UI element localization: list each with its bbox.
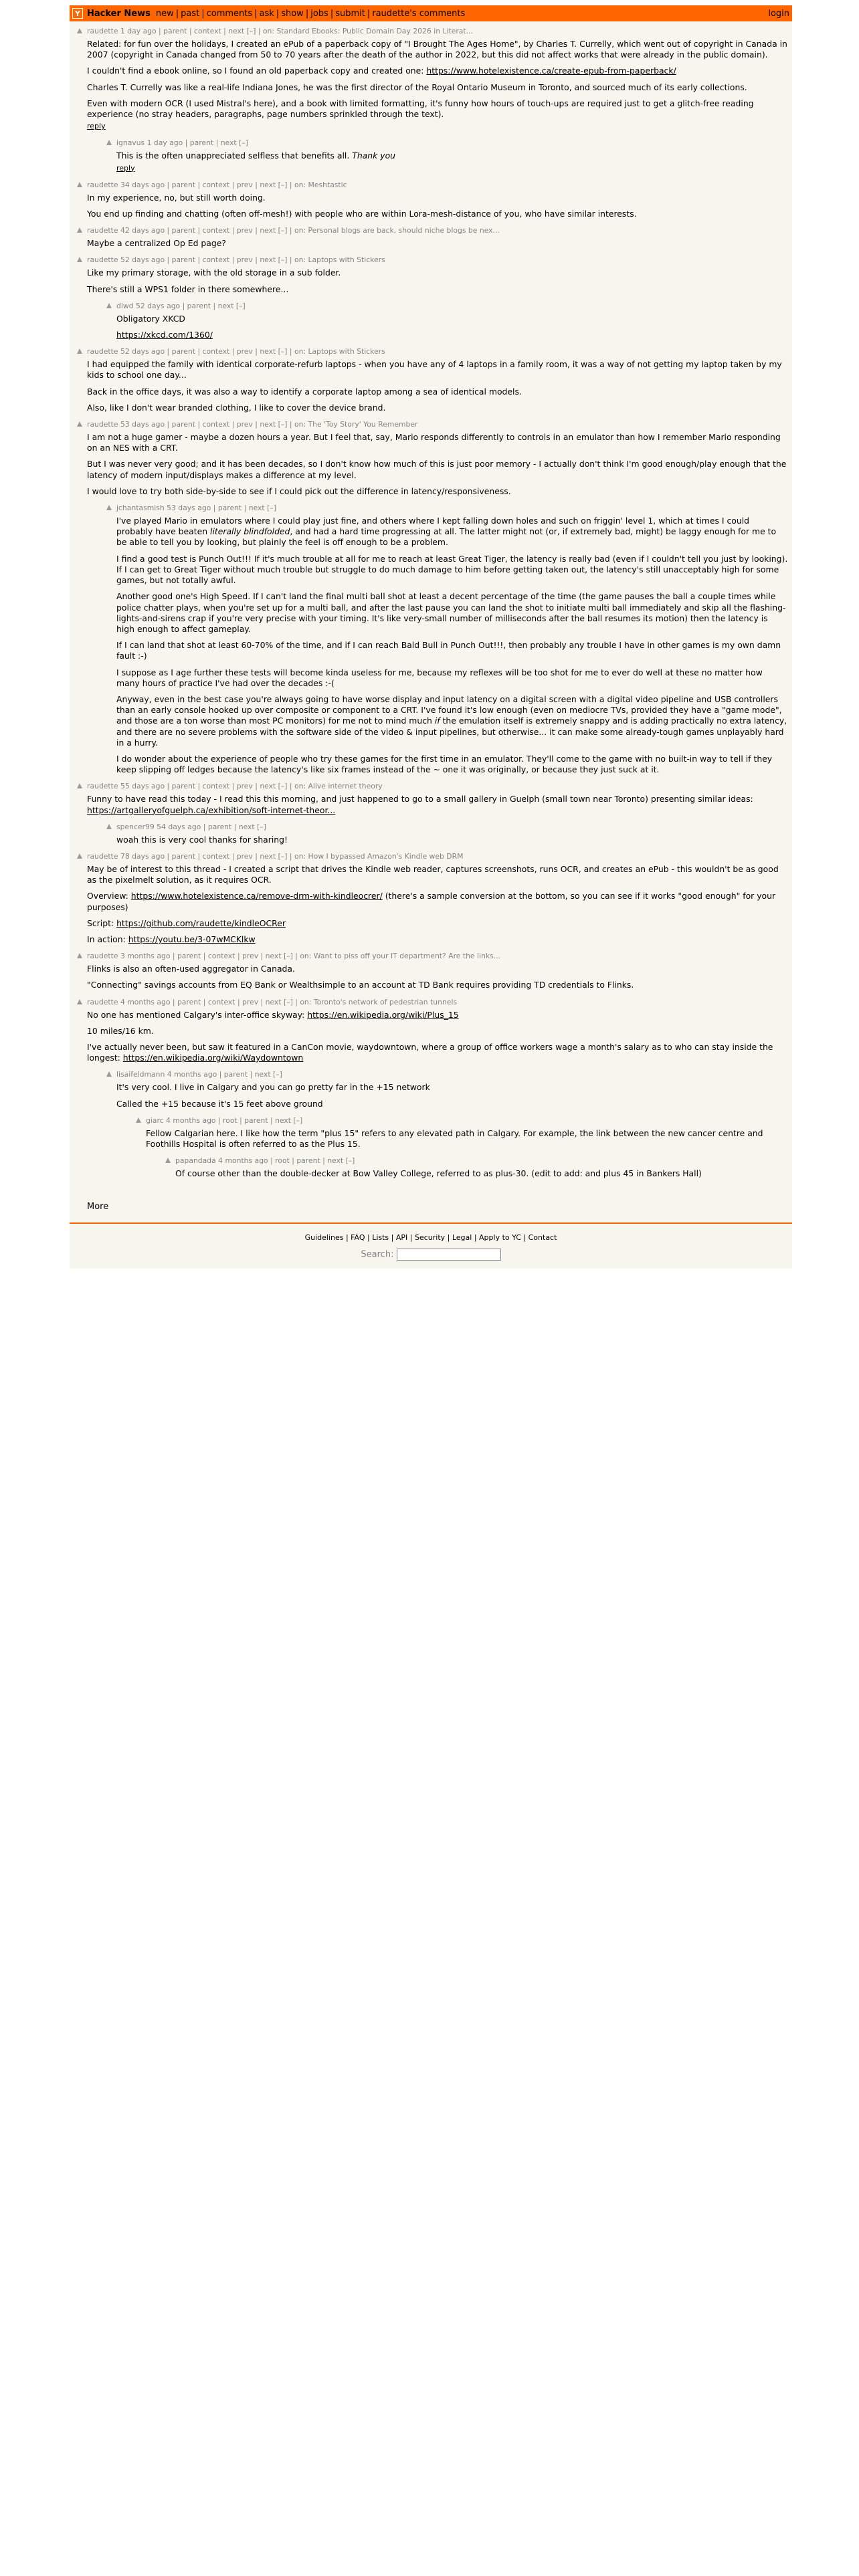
comment-paragraph: [87, 209, 788, 219]
comment: [70, 27, 792, 132]
comment-meta: raudette 4 months ago | parent | context | prev | next [–] | on: Toronto's network of pedestrian tunnels: [87, 997, 458, 1006]
comment-url-link[interactable]: https://www.hotelexistence.ca/remove-drm-with-kindleocrer/: [130, 891, 383, 901]
comment-meta: raudette 55 days ago | parent | context | prev | next [–] | on: Alive internet theory: [87, 782, 383, 791]
comment-paragraph: [146, 1128, 788, 1150]
comment-age[interactable]: 78 days ago: [120, 851, 165, 861]
text-span: If I can land that shot at least 60-70% of the time, and if I can reach Bald Bull in Punch Out!!!, then probably any trouble I have in other games is my own damn fault :-): [116, 640, 781, 661]
comment-paragraph: [116, 1099, 788, 1109]
footer-separator: |: [407, 1233, 415, 1243]
comment-author[interactable]: raudette: [87, 952, 118, 961]
current-page-label: raudette's comments: [372, 8, 466, 19]
text-span: Back in the office days, it was also a way to identify a corporate laptop among a sea of identical models.: [87, 386, 522, 397]
comment-age[interactable]: 52 days ago: [135, 301, 181, 310]
comment-nav-links[interactable]: root | parent | next [–]: [275, 1156, 355, 1166]
comment-author[interactable]: raudette: [87, 180, 118, 189]
text-span: Related: for fun over the holidays, I created an ePub of a paperback copy of "I Brought The Ages Home", by Charles T. Currelly, which went out of copyright in Canada in 2007 (copyright in Canada changed from 50 to 70 years after the death of the author in 2022, but this did not affect works that were already in the public domain).: [87, 39, 787, 60]
comment: [70, 852, 792, 945]
footer-separator: |: [472, 1233, 480, 1243]
comment-paragraph: [87, 359, 788, 381]
comment-text: [116, 314, 788, 340]
comment-author[interactable]: raudette: [87, 255, 118, 265]
comment-author[interactable]: ignavus: [116, 138, 145, 148]
comment-meta: spencer99 54 days ago | parent | next [–]: [116, 822, 266, 831]
comment-nav-links[interactable]: root | parent | next [–]: [223, 1115, 303, 1125]
comment-paragraph: [87, 934, 788, 945]
comment-author[interactable]: jchantasmish: [116, 504, 165, 513]
comment-paragraph: [116, 330, 788, 340]
story-link[interactable]: How I bypassed Amazon's Kindle web DRM: [308, 851, 464, 861]
comment-paragraph: [87, 980, 788, 990]
comment-author[interactable]: lisaifeldmann: [116, 1070, 165, 1079]
comment-paragraph: [116, 554, 788, 586]
upvote-arrow-icon[interactable]: [136, 1117, 141, 1123]
nav-separator: |: [330, 8, 334, 19]
comment-author[interactable]: raudette: [87, 420, 118, 429]
upvote-arrow-icon[interactable]: [77, 348, 82, 354]
comment-text: [116, 1082, 788, 1109]
comment-paragraph: [87, 459, 788, 480]
comment-age[interactable]: 54 days ago: [157, 822, 201, 831]
comment-age[interactable]: 1 day ago: [120, 27, 157, 35]
comment-text: [146, 1128, 788, 1150]
comment-paragraph: [87, 82, 788, 93]
nav-separator: |: [305, 8, 309, 19]
comment-paragraph: [116, 667, 788, 689]
upvote-arrow-icon[interactable]: [106, 505, 112, 510]
comment-nav-links[interactable]: parent | context | next [–]: [163, 27, 256, 35]
story-link[interactable]: Laptops with Stickers: [308, 347, 385, 356]
text-span: 10 miles/16 km.: [87, 1025, 154, 1036]
nav-submit[interactable]: submit: [335, 8, 365, 19]
upvote-arrow-icon[interactable]: [77, 28, 82, 33]
comment-nav-links[interactable]: parent | context | prev | next [–]: [177, 997, 293, 1006]
text-span: Script:: [87, 918, 117, 928]
upvote-arrow-icon[interactable]: [106, 140, 112, 145]
text-span: This is the often unappreciated selfless that benefits all.: [116, 150, 353, 161]
footer-separator: |: [343, 1233, 351, 1243]
comment-paragraph: [116, 1082, 788, 1093]
comment: [70, 1116, 792, 1150]
comment-author[interactable]: raudette: [87, 226, 118, 235]
comment-url-link[interactable]: https://github.com/raudette/kindleOCRer: [116, 918, 286, 928]
emphasis-text: if: [434, 716, 440, 726]
comment-nav-links[interactable]: parent | context | prev | next [–]: [171, 782, 288, 791]
search-label: Search:: [361, 1249, 394, 1260]
comment-paragraph: [87, 864, 788, 885]
text-span: Obligatory XKCD: [116, 313, 185, 324]
comment-author[interactable]: raudette: [87, 347, 118, 356]
text-span: Fellow Calgarian here. I like how the term "plus 15" refers to any elevated path in Calgary. For example, the link between the new cancer centre and Foothills Hospital is often referred to as the Plus 15.: [146, 1128, 763, 1149]
text-span: Even with modern OCR (I used Mistral's here), and a book with limited formatting, it's funny how hours of touch-ups are required just to get a glitch-free reading experience (no stray headers, paragraphs, page numbers sprinkled through the text).: [87, 98, 754, 120]
text-span: Funny to have read this today - I read this this morning, and just happened to go to a small gallery in Guelph (small town near Toronto) presenting similar ideas:: [87, 794, 753, 804]
text-span: I had equipped the family with identical corporate-refurb laptops - when you have any of 4 laptops in a family room, it was a way of not getting my laptop taken by my kids to school one day...: [87, 359, 782, 381]
comment-text: [87, 794, 788, 815]
search-form: [70, 1249, 792, 1261]
text-span: woah this is very cool thanks for sharing!: [116, 834, 288, 845]
comment-paragraph: [116, 835, 788, 845]
comment-text: [87, 432, 788, 497]
nav-separator: |: [201, 8, 205, 19]
comment-paragraph: [87, 193, 788, 203]
comment-age[interactable]: 55 days ago: [120, 782, 165, 791]
comment-age[interactable]: 4 months ago: [120, 997, 171, 1006]
comment-paragraph: [116, 150, 788, 161]
text-span: "Connecting" savings accounts from EQ Bank or Wealthsimple to an account at TD Bank requires providing TD credentials to Flinks.: [87, 980, 634, 990]
nav-jobs[interactable]: jobs: [310, 8, 328, 19]
y-logo-icon[interactable]: Y: [72, 8, 83, 19]
story-link[interactable]: Toronto's network of pedestrian tunnels: [313, 997, 458, 1006]
comment: [70, 952, 792, 990]
upvote-arrow-icon[interactable]: [77, 182, 82, 187]
text-span: In my experience, no, but still worth doing.: [87, 192, 266, 203]
comment: [70, 420, 792, 497]
comment-paragraph: [87, 39, 788, 60]
footer-link-apply-to-yc[interactable]: Apply to YC: [479, 1233, 521, 1243]
comment-paragraph: [116, 754, 788, 775]
text-span: May be of interest to this thread - I created a script that drives the Kindle web reader, captures screenshots, runs OCR, and creates an ePub - this wouldn't be as good as the pixelmelt solution, as it requires OCR.: [87, 863, 779, 885]
nav-separator: |: [175, 8, 179, 19]
comment-meta: giarc 4 months ago | root | parent | next [–]: [146, 1115, 303, 1125]
comment-url-link[interactable]: https://en.wikipedia.org/wiki/Waydowntown: [122, 1053, 304, 1063]
text-span: I would love to try both side-by-side to see if I could pick out the difference in latency/responsiveness.: [87, 486, 511, 496]
comment-meta: raudette 53 days ago | parent | context | prev | next [–] | on: The 'Toy Story' You Remember: [87, 420, 418, 429]
comment-text: [87, 964, 788, 990]
comment: [70, 998, 792, 1064]
upvote-arrow-icon[interactable]: [77, 421, 82, 427]
header-bar: [70, 5, 792, 21]
comment-paragraph: [87, 918, 788, 929]
story-link[interactable]: Meshtastic: [308, 180, 347, 189]
comment-url-link[interactable]: https://en.wikipedia.org/wiki/Plus_15: [307, 1009, 459, 1020]
text-span: Of course other than the double-decker at Bow Valley College, referred to as plus-30. (edit to add: and plus 45 in Bankers Hall): [175, 1168, 702, 1179]
comment-nav-links[interactable]: parent | context | prev | next [–]: [171, 420, 288, 429]
comment-age[interactable]: 34 days ago: [120, 180, 165, 189]
text-span: Flinks is also an often-used aggregator in Canada.: [87, 964, 295, 974]
comment-age[interactable]: 4 months ago: [166, 1115, 216, 1125]
comment-meta: raudette 1 day ago | parent | context | next [–] | on: Standard Ebooks: Public Domain Day 2026 in Literat...: [87, 27, 473, 35]
text-span: (there's a sample conversion at the bottom, so you can see if it works "good enough" for your purposes): [87, 891, 776, 912]
comment-paragraph: [116, 516, 788, 548]
comment-nav-links[interactable]: parent | next [–]: [189, 138, 248, 148]
comment-text: [175, 1168, 788, 1179]
comment-age[interactable]: 4 months ago: [218, 1156, 268, 1166]
nav-new[interactable]: new: [155, 8, 174, 19]
comment-nav-links[interactable]: parent | context | prev | next [–]: [171, 255, 288, 265]
comment: [70, 138, 792, 173]
text-span: But I was never very good; and it has been decades, so I don't know how much of this is just poor memory - I actually don't think I'm good enough/play enough that the latency of modern input/displays makes a difference at my level.: [87, 459, 787, 480]
comment-paragraph: [116, 694, 788, 748]
nav-links: [156, 9, 465, 19]
comment-nav-links[interactable]: parent | context | prev | next [–]: [171, 347, 288, 356]
comment: [70, 181, 792, 219]
comment-paragraph: [87, 387, 788, 397]
comment-nav-links[interactable]: parent | context | prev | next [–]: [171, 851, 288, 861]
text-span: You end up finding and chatting (often off-mesh!) with people who are within Lora-mesh-distance of you, who have similar interests.: [87, 209, 637, 219]
comment-list: [70, 21, 792, 1188]
upvote-arrow-icon[interactable]: [165, 1158, 171, 1163]
comment-age[interactable]: 42 days ago: [120, 226, 165, 235]
story-link[interactable]: The 'Toy Story' You Remember: [308, 420, 418, 429]
text-span: I am not a huge gamer - maybe a dozen hours a year. But I feel that, say, Mario responds differently to controls in an emulator than how I remember Mario responding on an NES with a CRT.: [87, 432, 781, 453]
more-link[interactable]: More: [87, 1202, 109, 1212]
comment-text: [116, 150, 788, 161]
comment-url-link[interactable]: https://artgalleryofguelph.ca/exhibition/soft-internet-theor...: [87, 804, 336, 815]
comment-text: [87, 39, 788, 120]
story-link[interactable]: Standard Ebooks: Public Domain Day 2026 in Literat...: [276, 27, 473, 35]
comment: [70, 504, 792, 775]
text-span: Anyway, even in the best case you're always going to have worse display and input latency on a digital screen with a digital video pipeline and USB controllers than an early console hooked up over composite or component to a CRT. I've found it's low enough (even on mediocre TVs, provided they have a "game mode", and those are a ton worse than most PC monitors) for me not to mind much: [116, 693, 782, 726]
story-link[interactable]: Want to piss off your IT department? Are the links...: [313, 952, 501, 961]
text-span: , and had a hard time progressing at all. The latter might not (or, if extremely bad, might) be laggy enough for me to be able to tell you by looking, but plainly the feel is off enough to be a problem.: [116, 526, 777, 548]
comment-url-link[interactable]: https://www.hotelexistence.ca/create-epub-from-paperback/: [426, 66, 676, 76]
text-span: Overview:: [87, 891, 131, 901]
comment-paragraph: [116, 314, 788, 324]
comment: [70, 347, 792, 413]
comment-paragraph: [87, 1010, 788, 1021]
text-span: Another good one's High Speed. If I can't land the final multi ball shot at least a decent percentage of the time (the game pauses the ball a couple times while police chatter plays, when you're set up for a multi ball, and after the last pause you can land the shot to initiate multi ball immediately and skip all the flashing-lights-and-sirens crap if you're very precise with your timing. It's like very-small number of milliseconds after the ball resumes its motion) then the latency is high enough to affect gameplay.: [116, 591, 786, 634]
comment-author[interactable]: raudette: [87, 997, 118, 1006]
text-span: the emulation itself is extremely snappy and is adding practically no extra latency, and there are no severe problems with the software side of the video & input pipelines, but otherwise... it can make some already-tough games unplayably hard in a hurry.: [116, 716, 787, 748]
emphasis-text: literally blindfolded: [210, 526, 290, 537]
comment-meta: raudette 78 days ago | parent | context | prev | next [–] | on: How I bypassed Amazon's Kindle web DRM: [87, 851, 464, 861]
comment-url-link[interactable]: https://xkcd.com/1360/: [116, 330, 213, 340]
comment-nav-links[interactable]: parent | next [–]: [223, 1070, 282, 1079]
story-link[interactable]: Alive internet theory: [308, 782, 383, 791]
comment-age[interactable]: 3 months ago: [120, 952, 171, 961]
comment-author[interactable]: giarc: [146, 1115, 164, 1125]
story-link[interactable]: Personal blogs are back, should niche blogs be nex...: [308, 226, 500, 235]
comment-nav-links[interactable]: parent | next [–]: [207, 822, 266, 831]
comment-meta: dlwd 52 days ago | parent | next [–]: [116, 301, 246, 310]
comment: [70, 1156, 792, 1179]
comment-age[interactable]: 4 months ago: [167, 1070, 217, 1079]
login-link[interactable]: login: [768, 8, 789, 19]
comment-paragraph: [87, 403, 788, 413]
footer-link-faq[interactable]: FAQ: [351, 1233, 365, 1243]
comment-nav-links[interactable]: parent | next [–]: [217, 504, 276, 513]
comment-paragraph: [87, 432, 788, 453]
comment-paragraph: [87, 794, 788, 815]
text-span: It's very cool. I live in Calgary and you can go pretty far in the +15 network: [116, 1082, 430, 1093]
nav-separator: |: [367, 8, 371, 19]
footer-separator: |: [365, 1233, 373, 1243]
comment-author[interactable]: raudette: [87, 27, 118, 35]
footer-separator: |: [389, 1233, 396, 1243]
text-span: I've played Mario in emulators where I could play just fine, and others where I kept falling down holes and such on friggin' level 1, which at times I could probably have beaten: [116, 516, 750, 537]
text-span: Maybe a centralized Op Ed page?: [87, 238, 226, 249]
comment-meta: raudette 52 days ago | parent | context | prev | next [–] | on: Laptops with Stickers: [87, 255, 385, 265]
comment-meta: raudette 52 days ago | parent | context | prev | next [–] | on: Laptops with Stickers: [87, 347, 385, 356]
comment-meta: jchantasmish 53 days ago | parent | next [–]: [116, 504, 276, 513]
comment-text: [87, 238, 788, 249]
comment-text: [87, 1010, 788, 1064]
nav-comments[interactable]: comments: [206, 8, 253, 19]
footer: [70, 1224, 792, 1269]
comment-paragraph: [116, 640, 788, 661]
comment: [70, 823, 792, 845]
upvote-arrow-icon[interactable]: [77, 257, 82, 262]
comment-author[interactable]: papandada: [175, 1156, 216, 1166]
search-input[interactable]: [397, 1249, 501, 1261]
upvote-arrow-icon[interactable]: [77, 227, 82, 233]
emphasis-text: Thank you: [352, 150, 395, 161]
comment-paragraph: [87, 964, 788, 974]
text-span: In action:: [87, 934, 128, 944]
comment-url-link[interactable]: https://youtu.be/3-07wMCKlkw: [128, 934, 256, 944]
footer-separator: |: [520, 1233, 529, 1243]
reply-link[interactable]: reply: [87, 122, 106, 131]
comment-text: [87, 359, 788, 413]
story-link[interactable]: Laptops with Stickers: [308, 255, 385, 265]
nav-separator: |: [254, 8, 258, 19]
comment-text: [87, 864, 788, 945]
comment-paragraph: [87, 891, 788, 912]
comment-nav-links[interactable]: parent | next [–]: [187, 301, 246, 310]
comment-paragraph: [175, 1168, 788, 1179]
upvote-arrow-icon[interactable]: [106, 824, 112, 829]
text-span: I do wonder about the experience of people who try these games for the first time in an emulator. They'll come to the game with no built-in way to tell if they keep slipping off ledges because the latency's like six frames instead of the ~ one it was originally, or because they just suck at it.: [116, 753, 773, 775]
reply-link[interactable]: reply: [116, 163, 135, 173]
text-span: Called the +15 because it's 15 feet above ground: [116, 1098, 323, 1109]
text-span: I find a good test is Punch Out!!! If it's much trouble at all for me to reach at least Great Tiger, the latency is really bad (even if I couldn't tell you just by looking). If I can get to Great Tiger without much trouble but struggle to do much damage to him before getting taken out, the latency's still unacceptably high for some games, but not totally awful.: [116, 553, 788, 586]
footer-link-lists[interactable]: Lists: [372, 1233, 389, 1243]
text-span: I've actually never been, but saw it featured in a CanCon movie, waydowntown, where a group of office workers wage a month's salary as to who can stay inside the longest:: [87, 1041, 773, 1063]
comment: [70, 226, 792, 249]
comment-text: [116, 835, 788, 845]
comment-meta: papandada 4 months ago | root | parent | next [–]: [175, 1156, 355, 1166]
comment: [70, 782, 792, 815]
comment: [70, 302, 792, 340]
text-span: There's still a WPS1 folder in there somewhere...: [87, 284, 289, 294]
footer-link-guidelines[interactable]: Guidelines: [304, 1233, 344, 1243]
comment-nav-links[interactable]: parent | context | prev | next [–]: [177, 952, 293, 961]
comment-meta: raudette 42 days ago | parent | context | prev | next [–] | on: Personal blogs are back, should niche blogs be nex...: [87, 226, 500, 235]
site-title[interactable]: Hacker News: [87, 8, 151, 19]
comment-text: [87, 193, 788, 219]
comment-meta: raudette 3 months ago | parent | context | prev | next [–] | on: Want to piss off your IT department? Are the links...: [87, 952, 501, 961]
comment-paragraph: [87, 1026, 788, 1037]
footer-separator: |: [445, 1233, 452, 1243]
text-span: Also, like I don't wear branded clothing, I like to cover the device brand.: [87, 402, 386, 413]
comment: [70, 1070, 792, 1109]
comment-text: [116, 516, 788, 775]
comment-paragraph: [116, 591, 788, 635]
comment-meta: raudette 34 days ago | parent | context | prev | next [–] | on: Meshtastic: [87, 180, 347, 189]
comment-paragraph: [87, 238, 788, 249]
upvote-arrow-icon[interactable]: [77, 953, 82, 958]
text-span: Like my primary storage, with the old storage in a sub folder.: [87, 267, 341, 278]
text-span: I suppose as I age further these tests will become kinda useless for me, because my reflexes will be too shot for me to ever do well at these no matter how many hours of practice I've had over the decades :-(: [116, 667, 763, 688]
footer-links: [70, 1233, 792, 1242]
upvote-arrow-icon[interactable]: [106, 1071, 112, 1077]
footer-link-legal[interactable]: Legal: [452, 1233, 472, 1243]
nav-show[interactable]: show: [281, 8, 304, 19]
comment-paragraph: [87, 66, 788, 76]
comment-author[interactable]: spencer99: [116, 822, 155, 831]
comment-nav-links[interactable]: parent | context | prev | next [–]: [171, 180, 288, 189]
comment: [70, 255, 792, 294]
comment-author[interactable]: raudette: [87, 851, 118, 861]
nav-past[interactable]: past: [181, 8, 200, 19]
comment-paragraph: [87, 98, 788, 120]
text-span: I couldn't find a ebook online, so I found an old paperback copy and created one:: [87, 66, 427, 76]
comment-author[interactable]: raudette: [87, 782, 118, 791]
comment-paragraph: [87, 284, 788, 295]
footer-link-api[interactable]: API: [395, 1233, 408, 1243]
comment-author[interactable]: dlwd: [116, 301, 134, 310]
comment-text: [87, 267, 788, 294]
comment-age[interactable]: 53 days ago: [167, 504, 211, 513]
hn-main: [70, 5, 792, 1269]
comment-paragraph: [87, 267, 788, 278]
comment-meta: ignavus 1 day ago | parent | next [–]: [116, 138, 248, 148]
comment-age[interactable]: 1 day ago: [147, 138, 183, 148]
comment-age[interactable]: 53 days ago: [120, 420, 165, 429]
nav-ask[interactable]: ask: [259, 8, 274, 19]
nav-separator: |: [276, 8, 280, 19]
footer-link-security[interactable]: Security: [414, 1233, 446, 1243]
comment-meta: lisaifeldmann 4 months ago | parent | next [–]: [116, 1070, 282, 1079]
comment-nav-links[interactable]: parent | context | prev | next [–]: [171, 226, 288, 235]
comment-paragraph: [87, 486, 788, 497]
text-span: No one has mentioned Calgary's inter-office skyway:: [87, 1009, 308, 1020]
text-span: Charles T. Currelly was like a real-life Indiana Jones, he was the first director of the Royal Ontario Museum in Toronto, and sourced much of its early collections.: [87, 82, 747, 92]
comment-paragraph: [87, 1042, 788, 1063]
upvote-arrow-icon[interactable]: [77, 783, 82, 788]
comment-age[interactable]: 52 days ago: [120, 347, 165, 356]
upvote-arrow-icon[interactable]: [106, 303, 112, 308]
comment-age[interactable]: 52 days ago: [120, 255, 165, 265]
footer-link-contact[interactable]: Contact: [528, 1233, 557, 1243]
upvote-arrow-icon[interactable]: [77, 999, 82, 1004]
upvote-arrow-icon[interactable]: [77, 853, 82, 859]
